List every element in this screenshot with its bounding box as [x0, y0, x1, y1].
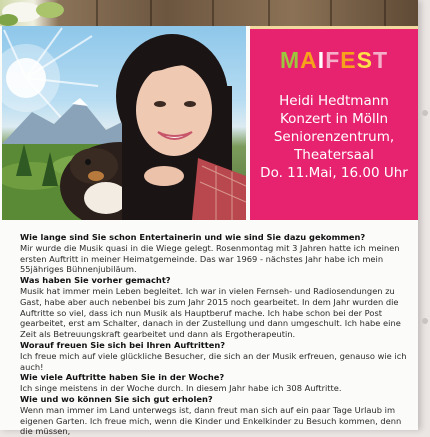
interview-question: Wie und wo können Sie sich gut erholen?: [20, 393, 213, 404]
wood-banner-image: [0, 0, 418, 26]
venue-name: Seniorenzentrum,: [273, 129, 395, 145]
title-letter: A: [300, 47, 318, 73]
venue-room: Theatersaal: [294, 147, 374, 163]
event-date-time: Do. 11.Mai, 16.00 Uhr: [260, 165, 408, 181]
interview-question: Worauf freuen Sie sich bei Ihren Auftritten?: [20, 339, 226, 350]
title-letter: E: [340, 47, 357, 73]
title-letter: I: [317, 47, 326, 73]
interview-question: Was haben Sie vorher gemacht?: [20, 275, 171, 286]
binder-hole: [422, 110, 428, 116]
title-letter: F: [325, 47, 341, 73]
interview-question: Wie viele Auftritte haben Sie in der Woche?: [20, 372, 225, 383]
event-poster: [250, 26, 418, 220]
interview-answer: Ich singe meistens in der Woche durch. In diesem Jahr habe ich 308 Auftritte.: [20, 383, 342, 394]
title-letter: M: [280, 47, 301, 73]
poster-title: [250, 47, 418, 74]
interview-answer: Musik hat immer mein Leben begleitet. Ich war in vielen Fernseh- und Radiosendungen zu Gast, habe aber auch nebenbei bis zum Jahr 2015 noch gearbeitet. In dem Jahr wurden die Auftritte so viel, dass ich nun Musik als Hauptberuf mache. Ich habe schon bei der Post gearbeitet, erst am Schalter, danach in der Zustellung und dann umgeschult. Ich habe eine Zeit als Betreuungskraft gearbeitet und dann als Ergotherapeutin.: [20, 285, 401, 340]
title-letter: T: [372, 47, 388, 73]
interview-answer: Ich freue mich auf viele glückliche Besucher, die sich an der Musik erfreuen, genauso wie ich auch!: [20, 350, 407, 372]
interview-question: Wie lange sind Sie schon Entertainerin und wie sind Sie dazu gekommen?: [20, 232, 366, 242]
concert-location: Konzert in Mölln: [279, 111, 389, 127]
interview-answer: Mir wurde die Musik quasi in die Wiege gelegt. Rosenmontag mit 3 Jahren hatte ich meinen ersten Auftritt in meiner Heimatgemeinde. Das war 1969 - nächstes Jahr habe ich mein 55jähriges Bühnenjubiläum.: [20, 242, 400, 275]
interview-answer: Wenn man immer im Land unterwegs ist, dann freut man sich auf ein paar Tage Urlaub im eigenen Garten. Ich freue mich, wenn die Kinder und Enkelkinder zu Besuch kommen, denn die müssen,: [20, 404, 402, 437]
interview-text: [20, 232, 412, 437]
portrait-photo: [2, 26, 246, 220]
title-letter: S: [356, 47, 373, 73]
artist-name: Heidi Hedtmann: [279, 93, 389, 109]
binder-hole: [422, 318, 428, 324]
